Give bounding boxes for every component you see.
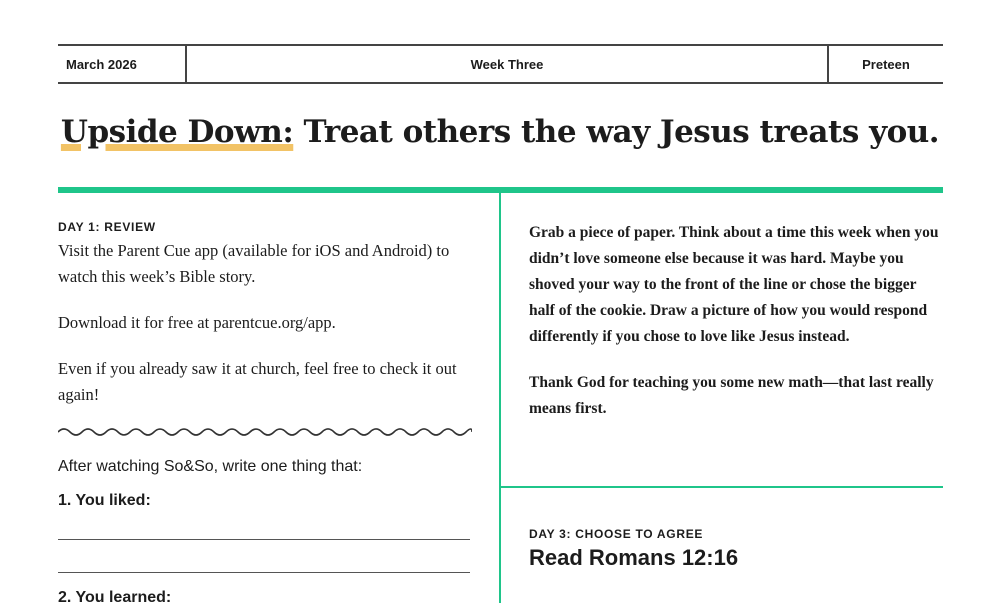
answer-line-liked[interactable]: [58, 539, 470, 540]
column-divider: [499, 193, 501, 603]
answer-line-liked-2[interactable]: [58, 572, 470, 573]
day1-label: DAY 1: REVIEW: [58, 220, 156, 234]
page-title: [0, 114, 1000, 150]
day1-prompt: After watching So&So, write one thing that:: [58, 458, 363, 475]
day2-paragraph-1: Grab a piece of paper. Think about a time this week when you didn’t love someone else because it was hard. Maybe you shoved your way to the front of the line or chose the bigger half of the cookie. Draw a picture of how you would respond differently if you chose to love like Jesus instead.: [529, 224, 939, 345]
day1-question-liked: 1. You liked:: [58, 492, 151, 509]
header-bar: [58, 44, 943, 84]
day1-question-learned: 2. You learned:: [58, 589, 172, 606]
header-date: March 2026: [58, 46, 187, 82]
wavy-divider: [58, 424, 472, 440]
title-highlight: Upside Down:: [60, 114, 294, 150]
day1-section: [58, 220, 472, 408]
day3-label: DAY 3: CHOOSE TO AGREE: [529, 527, 704, 541]
day1-paragraph-2: Download it for free at parentcue.org/app.: [58, 313, 336, 332]
day1-paragraph-1: Visit the Parent Cue app (available for iOS and Android) to watch this week’s Bible story.: [58, 241, 450, 286]
day3-section: [529, 527, 943, 571]
day2-paragraph-2: Thank God for teaching you some new math—that last really means first.: [529, 374, 934, 417]
day1-paragraph-3: Even if you already saw it at church, feel free to check it out again!: [58, 359, 457, 404]
header-week: Week Three: [470, 56, 544, 72]
header-audience: Preteen: [827, 46, 943, 82]
day3-heading: Read Romans 12:16: [529, 545, 739, 570]
title-rest: Treat others the way Jesus treats you.: [293, 114, 940, 150]
day2-section: [529, 220, 943, 422]
section-divider: [501, 486, 943, 488]
